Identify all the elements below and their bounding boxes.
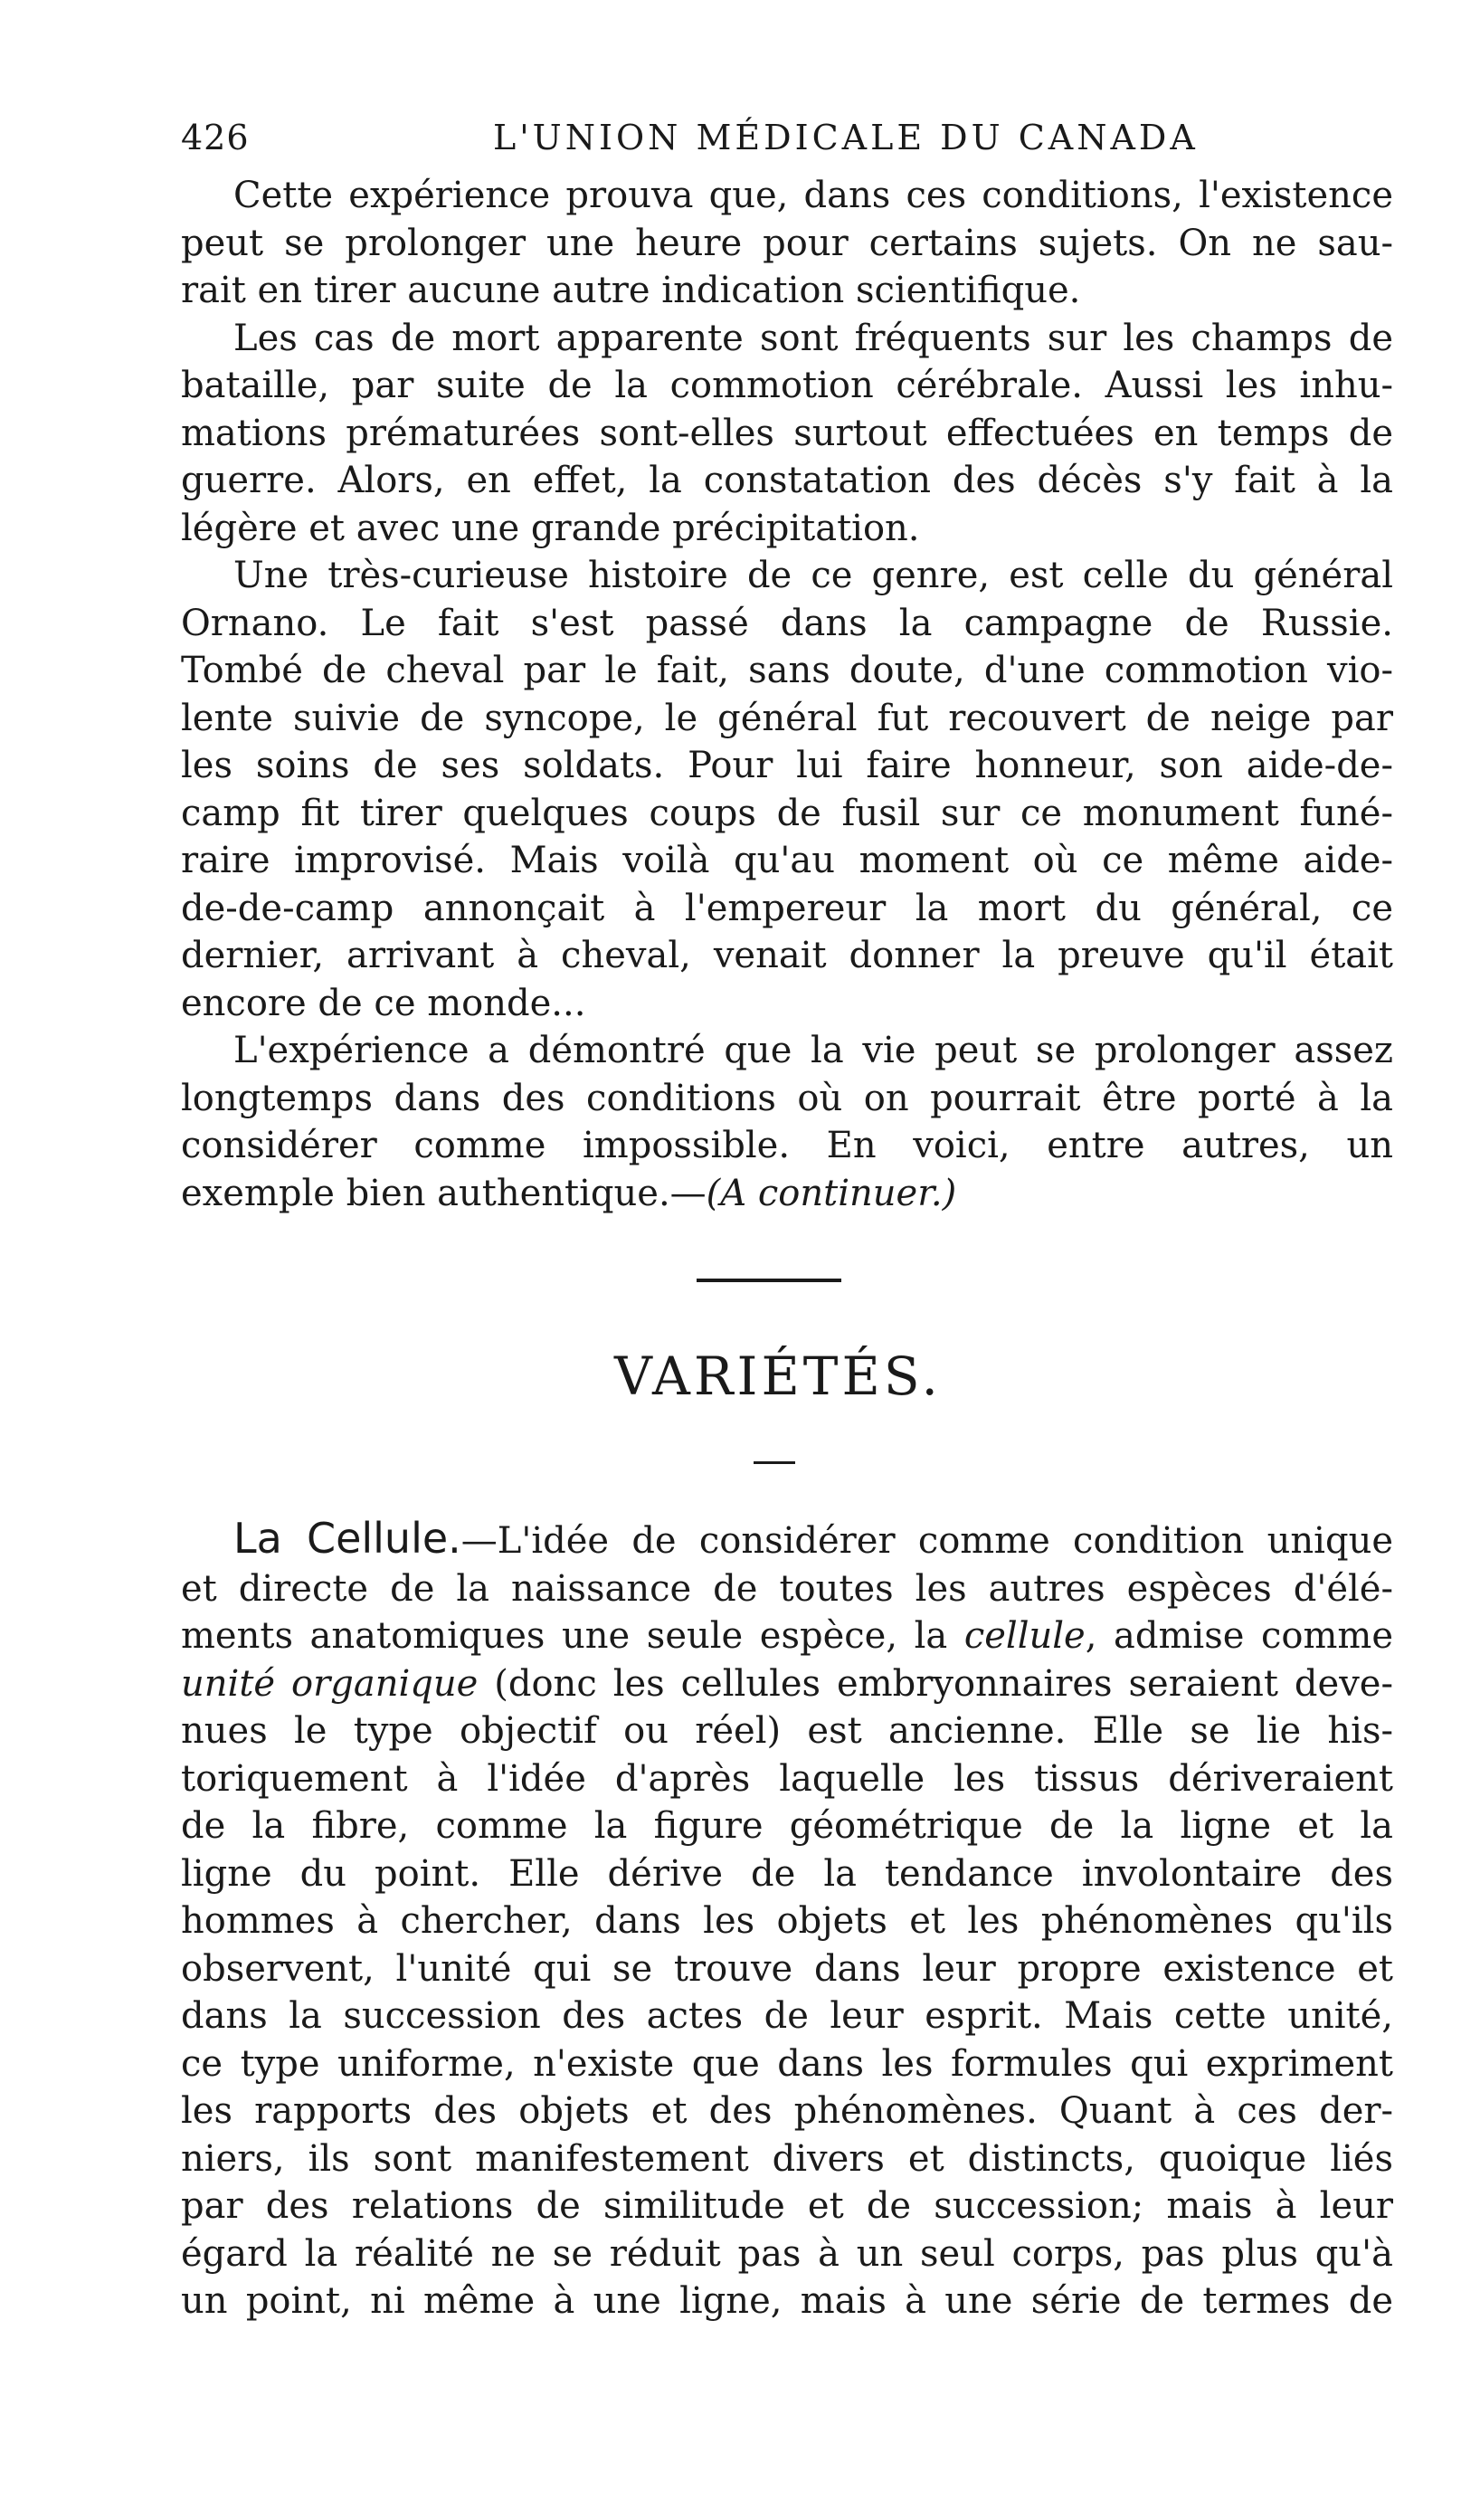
- text-fragment: (donc les cellules embryonnaires seraient deve-: [478, 1662, 1393, 1705]
- text-line: les soins de ses soldats. Pour lui faire honneur, son aide-de-: [181, 745, 1393, 786]
- text-line: ce type uniforme, n'existe que dans les formules qui expriment: [181, 2042, 1393, 2085]
- text-line: peut se prolonger une heure pour certains sujets. On ne sau-: [181, 222, 1393, 264]
- text-line: lente suivie de syncope, le général fut recouvert de neige par: [181, 697, 1393, 739]
- text-line: raire improvisé. Mais voilà qu'au moment où ce même aide-: [181, 840, 1393, 881]
- text-line: Cette expérience prouva que, dans ces conditions, l'existence: [233, 175, 1393, 216]
- text-line: de la fibre, comme la figure géométrique de la ligne et la: [181, 1805, 1393, 1847]
- italic-term: unité organique: [181, 1662, 479, 1705]
- text-line: camp fit tirer quelques coups de fusil sur ce monument funé-: [181, 792, 1393, 834]
- text-line: égard la réalité ne se réduit pas à un seul corps, pas plus qu'à: [181, 2232, 1393, 2275]
- paragraph-3: [181, 552, 1393, 1027]
- text-line: rait en tirer aucune autre indication scientifique.: [181, 270, 1081, 311]
- title-underline: [754, 1461, 795, 1464]
- section-title: VARIÉTÉS.: [614, 1346, 942, 1407]
- text-line: [181, 1660, 1393, 1708]
- cellule-article: [181, 1515, 1393, 2325]
- text-line: longtemps dans des conditions où on pourrait être porté à la: [181, 1077, 1393, 1119]
- text-fragment: , admise comme: [1085, 1615, 1393, 1657]
- text-line: Les cas de mort apparente sont fréquents sur les champs de: [233, 317, 1393, 359]
- text-line: niers, ils sont manifestement divers et distincts, quoique liés: [181, 2137, 1393, 2180]
- journal-title: L'UNION MÉDICALE DU CANADA: [493, 118, 1199, 157]
- text-line: bataille, par suite de la commotion cérébrale. Aussi les inhu-: [181, 365, 1393, 406]
- text-line: [181, 1515, 1393, 1565]
- text-line: L'expérience a démontré que la vie peut se prolonger assez: [233, 1030, 1393, 1071]
- running-head: [181, 109, 1393, 172]
- text-line: encore de ce monde...: [181, 982, 586, 1024]
- text-fragment: ments anatomiques une seule espèce, la: [181, 1615, 964, 1657]
- text-line: toriquement à l'idée d'après laquelle les tissus dériveraient: [181, 1757, 1393, 1800]
- text-line: et directe de la naissance de toutes les autres espèces d'élé-: [181, 1567, 1393, 1610]
- page-number: 426: [181, 118, 250, 157]
- text-line: hommes à chercher, dans les objets et les phénomènes qu'ils: [181, 1900, 1393, 1942]
- text-line: un point, ni même à une ligne, mais à une série de termes de: [181, 2280, 1393, 2322]
- text-line: Une très-curieuse histoire de ce genre, est celle du général: [233, 555, 1393, 596]
- document-page: [181, 109, 1393, 2325]
- text-line: nues le type objectif ou réel) est ancienne. Elle se lie his-: [181, 1710, 1393, 1752]
- text-line: mations prématurées sont-elles surtout effectuées en temps de: [181, 412, 1393, 454]
- text-line: observent, l'unité qui se trouve dans leur propre existence et: [181, 1947, 1393, 1990]
- text-line: de-de-camp annonçait à l'empereur la mort du général, ce: [181, 887, 1393, 929]
- text-fragment: —L'idée de considérer comme condition unique: [460, 1520, 1393, 1562]
- article-body: [181, 172, 1393, 1217]
- paragraph-4: [181, 1027, 1393, 1217]
- section-divider: [697, 1279, 841, 1282]
- text-line: légère et avec une grande précipitation.: [181, 507, 920, 549]
- text-line: [181, 1170, 1393, 1218]
- text-line: [181, 1612, 1393, 1660]
- text-line: ligne du point. Elle dérive de la tendance involontaire des: [181, 1852, 1393, 1895]
- text-line: les rapports des objets et des phénomènes. Quant à ces der-: [181, 2090, 1393, 2132]
- text-line: dernier, arrivant à cheval, venait donner la preuve qu'il était: [181, 935, 1393, 976]
- paragraph-2: [181, 315, 1393, 553]
- paragraph-1: [181, 172, 1393, 315]
- article-heading: La Cellule.: [233, 1514, 461, 1563]
- text-fragment: exemple bien authentique.—: [181, 1172, 707, 1214]
- text-line: dans la succession des actes de leur esprit. Mais cette unité,: [181, 1995, 1393, 2037]
- italic-term: cellule: [963, 1615, 1086, 1657]
- text-line: Ornano. Le fait s'est passé dans la campagne de Russie.: [181, 602, 1393, 644]
- continuation-note: (A continuer.): [706, 1172, 957, 1214]
- text-line: Tombé de cheval par le fait, sans doute, d'une commotion vio-: [181, 650, 1393, 691]
- text-line: considérer comme impossible. En voici, entre autres, un: [181, 1125, 1393, 1166]
- text-line: guerre. Alors, en effet, la constatation des décès s'y fait à la: [181, 460, 1393, 501]
- text-line: par des relations de similitude et de succession; mais à leur: [181, 2185, 1393, 2227]
